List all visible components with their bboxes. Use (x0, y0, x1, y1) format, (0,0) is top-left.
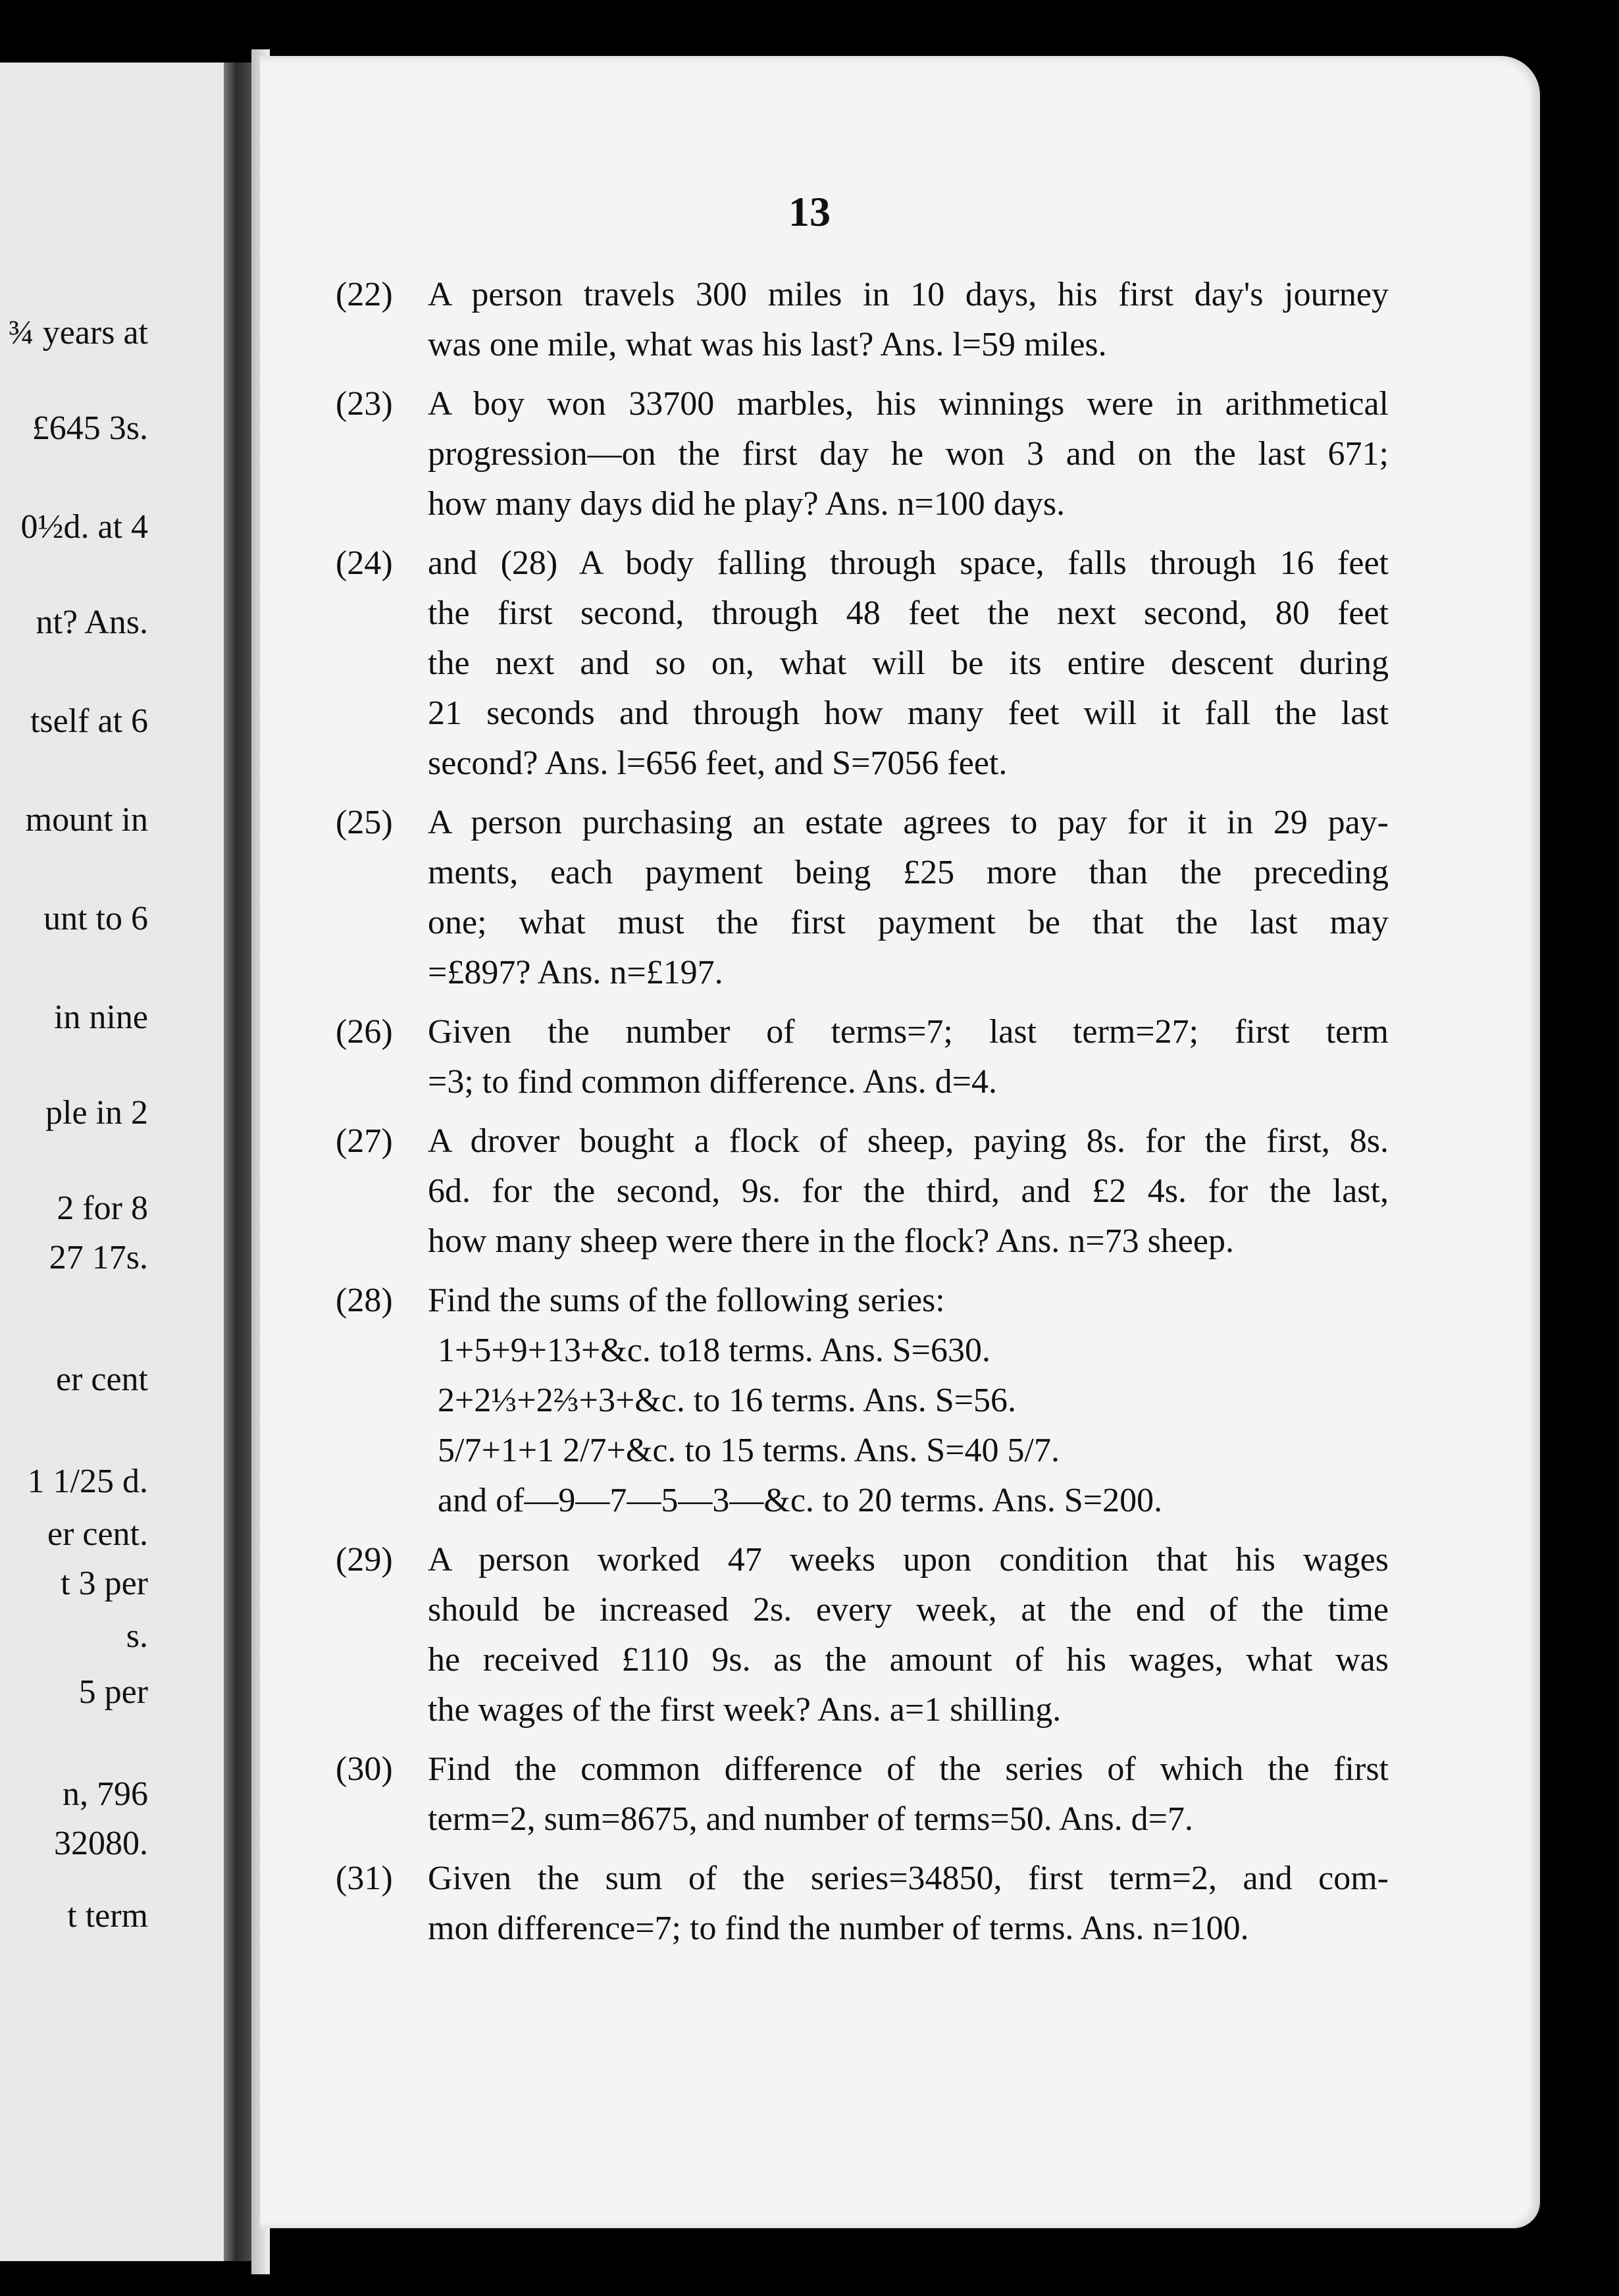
problem-item (336, 1116, 1389, 1266)
left-fragment: er cent (55, 1361, 148, 1398)
problem-item (336, 379, 1389, 529)
problem-text-line: 6d. for the second, 9s. for the third, and £2 4s. for the last, (428, 1172, 1389, 1210)
left-fragment: unt to 6 (43, 900, 148, 937)
left-fragment: in nine (54, 999, 148, 1036)
book-gutter (224, 63, 251, 2261)
left-fragment: 1 1/25 d. (27, 1463, 148, 1500)
left-fragment: s. (126, 1617, 148, 1655)
left-page-text-fragments (0, 63, 234, 2261)
problem-number: (31) (336, 1860, 393, 1897)
series-line: and of—9—7—5—3—&c. to 20 terms. Ans. S=200. (438, 1482, 1163, 1519)
left-fragment: 2 for 8 (57, 1189, 148, 1227)
left-fragment: ple in 2 (45, 1094, 148, 1132)
problem-text-line: was one mile, what was his last? Ans. l=59 miles. (428, 326, 1107, 363)
problem-text-line: A drover bought a flock of sheep, paying 8s. for the first, 8s. (428, 1122, 1389, 1160)
page-number: 13 (788, 188, 831, 235)
problem-item (336, 798, 1389, 998)
series-line: 1+5+9+13+&c. to18 terms. Ans. S=630. (438, 1332, 990, 1369)
left-fragment: £645 3s. (32, 409, 148, 447)
problem-text-line: and (28) A body falling through space, falls through 16 feet (428, 544, 1389, 582)
problem-text-line: ments, each payment being £25 more than the preceding (428, 854, 1389, 891)
problem-number: (26) (336, 1013, 393, 1051)
problem-text-line: A person purchasing an estate agrees to pay for it in 29 pay- (428, 804, 1389, 841)
problem-text-line: second? Ans. l=656 feet, and S=7056 feet. (428, 744, 1008, 782)
problem-text-line: Find the sums of the following series: (428, 1282, 945, 1319)
left-fragment: 0½d. at 4 (20, 508, 148, 546)
problem-text-line: A person worked 47 weeks upon condition that his wages (428, 1541, 1389, 1578)
left-fragment: t 3 per (61, 1565, 148, 1602)
left-fragment: t term (67, 1897, 148, 1935)
problem-text-line: term=2, sum=8675, and number of terms=50. Ans. d=7. (428, 1800, 1193, 1838)
problem-item (336, 270, 1389, 370)
problem-text-line: progression—on the first day he won 3 and on the last 671; (428, 435, 1389, 473)
problem-text-line: one; what must the first payment be that the last may (428, 904, 1389, 941)
problem-text-line: A person travels 300 miles in 10 days, his first day's journey (428, 276, 1389, 313)
problem-item (336, 1854, 1389, 1954)
left-fragment: mount in (25, 801, 148, 839)
left-fragment: 27 17s. (49, 1239, 148, 1276)
problem-number: (30) (336, 1750, 393, 1788)
problem-text-line: how many sheep were there in the flock? Ans. n=73 sheep. (428, 1222, 1234, 1260)
left-fragment: 5 per (78, 1673, 148, 1711)
problem-text-line: he received £110 9s. as the amount of his wages, what was (428, 1641, 1389, 1679)
left-fragment: 32080. (54, 1825, 148, 1862)
problem-number: (24) (336, 544, 393, 582)
left-fragment: er cent. (47, 1515, 148, 1553)
problem-text-line: mon difference=7; to find the number of terms. Ans. n=100. (428, 1910, 1249, 1947)
left-fragment: n, 796 (63, 1775, 148, 1813)
problem-text-line: the first second, through 48 feet the next second, 80 feet (428, 594, 1389, 632)
problem-item (336, 538, 1389, 789)
problem-item (336, 1007, 1389, 1107)
series-line: 5/7+1+1 2/7+&c. to 15 terms. Ans. S=40 5/7. (438, 1432, 1060, 1469)
problem-item (336, 1744, 1389, 1844)
problem-text-line: =3; to find common difference. Ans. d=4. (428, 1063, 997, 1101)
problem-text-line: should be increased 2s. every week, at the end of the time (428, 1591, 1389, 1629)
problem-number: (22) (336, 276, 393, 313)
problem-list (336, 270, 1389, 1963)
problem-text-line: Given the number of terms=7; last term=27; first term (428, 1013, 1389, 1051)
problem-text-line: Find the common difference of the series of which the first (428, 1750, 1389, 1788)
problem-number: (23) (336, 385, 393, 423)
left-fragment: ¾ years at (8, 314, 148, 352)
left-page (0, 63, 234, 2261)
problem-text-line: =£897? Ans. n=£197. (428, 954, 723, 991)
problem-text-line: the next and so on, what will be its entire descent during (428, 644, 1389, 682)
problem-item (336, 1276, 1389, 1526)
left-fragment: nt? Ans. (36, 604, 148, 641)
problem-text-line: 21 seconds and through how many feet will it fall the last (428, 694, 1389, 732)
problem-item (336, 1535, 1389, 1735)
problem-text-line: how many days did he play? Ans. n=100 days. (428, 485, 1066, 523)
problem-number: (25) (336, 804, 393, 841)
series-line: 2+2⅓+2⅔+3+&c. to 16 terms. Ans. S=56. (438, 1382, 1016, 1419)
problem-text-line: the wages of the first week? Ans. a=1 shilling. (428, 1691, 1062, 1729)
problem-number: (28) (336, 1282, 393, 1319)
problem-number: (29) (336, 1541, 393, 1578)
problem-number: (27) (336, 1122, 393, 1160)
problem-text-line: A boy won 33700 marbles, his winnings were in arithmetical (428, 385, 1389, 423)
problem-text-line: Given the sum of the series=34850, first term=2, and com- (428, 1860, 1389, 1897)
left-fragment: tself at 6 (30, 702, 148, 740)
